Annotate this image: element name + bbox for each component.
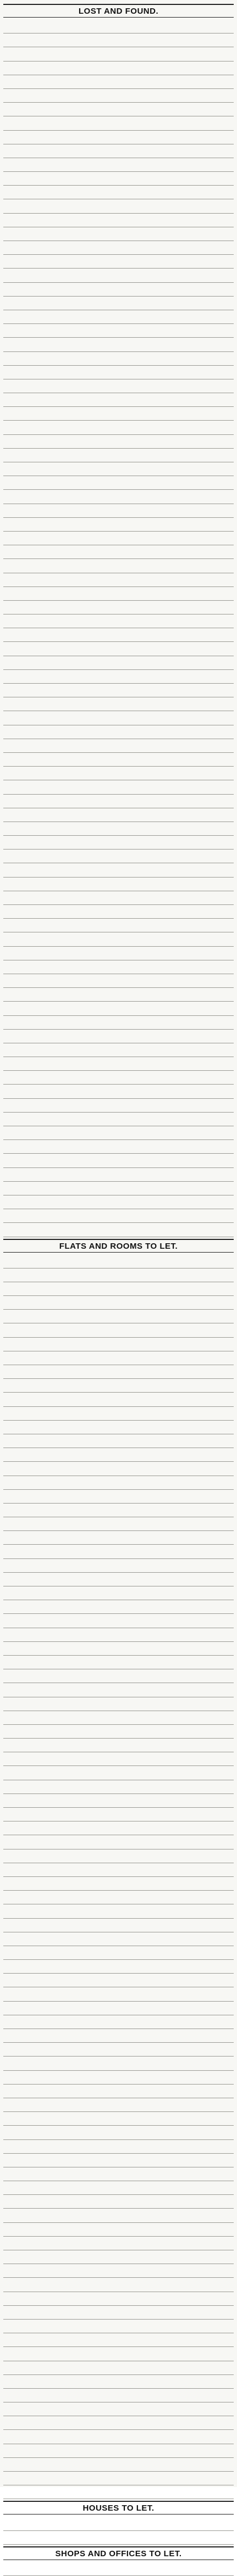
classified-ad	[3, 836, 234, 850]
section-flats-and-rooms	[3, 1239, 234, 2500]
classified-ad	[3, 780, 234, 794]
classified-ad	[3, 1154, 234, 1167]
classified-ad	[3, 2029, 234, 2043]
classified-ad	[3, 1614, 234, 1628]
classified-ad	[3, 2389, 234, 2402]
classified-ad	[3, 656, 234, 670]
classified-ad	[3, 1490, 234, 1504]
classified-ad	[3, 808, 234, 822]
classified-ad	[3, 2562, 234, 2576]
classified-ad	[3, 628, 234, 642]
classified-ad	[3, 905, 234, 919]
classified-ad	[3, 186, 234, 199]
classified-ad	[3, 2485, 234, 2499]
classified-ad	[3, 227, 234, 241]
classified-ad	[3, 1642, 234, 1656]
classified-ad	[3, 2126, 234, 2139]
classified-ad	[3, 2167, 234, 2181]
classified-ad	[3, 545, 234, 559]
classified-ad	[3, 2333, 234, 2347]
classified-ad	[3, 532, 234, 545]
classified-ad	[3, 1255, 234, 1269]
classified-ad	[3, 587, 234, 601]
classified-ad	[3, 1296, 234, 1310]
classified-ad	[3, 2015, 234, 2029]
classified-ad	[3, 1365, 234, 1379]
classified-ad	[3, 725, 234, 739]
classified-ad	[3, 2223, 234, 2237]
section-houses-to-let	[3, 2501, 234, 2544]
classified-ad	[3, 559, 234, 573]
classified-ad	[3, 1559, 234, 1573]
classified-ad	[3, 1421, 234, 1434]
classified-ad	[3, 684, 234, 697]
classified-ad	[3, 158, 234, 172]
classified-ad	[3, 1030, 234, 1043]
classified-ad	[3, 601, 234, 614]
ad-list	[3, 2517, 234, 2544]
section-heading: FLATS AND ROOMS TO LET.	[3, 1239, 234, 1253]
classified-ad	[3, 850, 234, 863]
ad-list	[3, 2562, 234, 2576]
classified-ad	[3, 2306, 234, 2320]
classified-ad	[3, 2002, 234, 2015]
classified-ad	[3, 878, 234, 891]
classified-ad	[3, 324, 234, 338]
classified-ad	[3, 1113, 234, 1126]
classified-ad	[3, 1223, 234, 1237]
classified-ad	[3, 352, 234, 366]
classified-ad	[3, 1974, 234, 1987]
classified-ad	[3, 2209, 234, 2222]
classified-ad	[3, 338, 234, 351]
classified-ad	[3, 1099, 234, 1113]
classified-ad	[3, 504, 234, 518]
classified-ad	[3, 2517, 234, 2530]
classified-ad	[3, 1002, 234, 1015]
classified-ad	[3, 697, 234, 711]
classified-ad	[3, 1071, 234, 1085]
classified-ad	[3, 1780, 234, 1794]
classified-ad	[3, 1057, 234, 1071]
classified-ad	[3, 2472, 234, 2485]
ad-list	[3, 1255, 234, 2500]
section-heading: HOUSES TO LET.	[3, 2501, 234, 2514]
classified-ad	[3, 199, 234, 213]
classified-ad	[3, 2154, 234, 2167]
classified-ad	[3, 2416, 234, 2430]
classified-ad	[3, 1987, 234, 2001]
classified-ad	[3, 1043, 234, 1057]
classified-ad	[3, 642, 234, 656]
classified-ad	[3, 614, 234, 628]
section-lost-and-found	[3, 4, 234, 1237]
classified-ad	[3, 1739, 234, 1752]
classified-ad	[3, 795, 234, 808]
classified-ad	[3, 1269, 234, 1282]
classified-ad	[3, 1697, 234, 1711]
classified-ad	[3, 172, 234, 186]
classified-ad	[3, 891, 234, 905]
classified-ad	[3, 753, 234, 767]
classified-ad	[3, 670, 234, 684]
classified-ad	[3, 1586, 234, 1600]
classified-ad	[3, 1669, 234, 1683]
classified-ad	[3, 1182, 234, 1195]
classified-ad	[3, 822, 234, 836]
classified-ad	[3, 1168, 234, 1182]
classified-ad	[3, 1531, 234, 1545]
classified-ad	[3, 1407, 234, 1421]
classified-ad	[3, 2085, 234, 2098]
classified-ad	[3, 2057, 234, 2070]
classified-ad	[3, 20, 234, 33]
classified-ad	[3, 518, 234, 532]
classified-ad	[3, 1960, 234, 1974]
classified-ad	[3, 2264, 234, 2278]
classified-ad	[3, 1725, 234, 1739]
classified-ad	[3, 269, 234, 282]
classified-ad	[3, 2071, 234, 2085]
classified-ad	[3, 1752, 234, 1766]
classified-ad	[3, 407, 234, 421]
classified-ad	[3, 33, 234, 47]
classified-ad	[3, 2181, 234, 2195]
classified-ad	[3, 960, 234, 974]
classified-ad	[3, 2320, 234, 2333]
classified-ad	[3, 1338, 234, 1351]
classified-ad	[3, 310, 234, 324]
ad-list	[3, 20, 234, 1237]
classified-ad	[3, 1323, 234, 1337]
classified-ad	[3, 241, 234, 255]
classified-ad	[3, 2430, 234, 2444]
classified-ad	[3, 1195, 234, 1209]
classified-ad	[3, 1711, 234, 1725]
classified-ad	[3, 476, 234, 490]
classified-ad	[3, 1476, 234, 1490]
classified-ad	[3, 379, 234, 393]
section-heading: SHOPS AND OFFICES TO LET.	[3, 2546, 234, 2560]
classified-ad	[3, 573, 234, 587]
classified-ad	[3, 116, 234, 130]
classified-ad	[3, 75, 234, 89]
classified-ad	[3, 1140, 234, 1154]
classified-ad	[3, 1628, 234, 1642]
classified-ad	[3, 2458, 234, 2472]
classified-ad	[3, 1434, 234, 1448]
classified-ad	[3, 2250, 234, 2264]
classified-ad	[3, 1683, 234, 1697]
classified-ad	[3, 2531, 234, 2545]
classified-ad	[3, 947, 234, 960]
classified-ad	[3, 297, 234, 310]
classified-ad	[3, 1310, 234, 1323]
classified-ad	[3, 1919, 234, 1932]
classified-ad	[3, 103, 234, 116]
classified-ad	[3, 919, 234, 932]
classified-ad	[3, 366, 234, 379]
classified-ad	[3, 435, 234, 449]
classified-ad	[3, 62, 234, 75]
classified-ad	[3, 2278, 234, 2292]
classified-ad	[3, 1351, 234, 1365]
classified-ad	[3, 988, 234, 1002]
classified-ad	[3, 89, 234, 103]
classified-ad	[3, 1545, 234, 1558]
classified-ad	[3, 1849, 234, 1863]
classified-ad	[3, 2361, 234, 2375]
classified-ad	[3, 2098, 234, 2112]
classified-ad	[3, 283, 234, 297]
classified-ad	[3, 449, 234, 462]
classified-ad	[3, 144, 234, 158]
classified-ad	[3, 462, 234, 476]
classified-ad	[3, 2140, 234, 2154]
classified-ad	[3, 1932, 234, 1946]
classified-ad	[3, 47, 234, 61]
classified-ad	[3, 490, 234, 504]
classified-ad	[3, 1835, 234, 1849]
classified-ad	[3, 214, 234, 227]
classified-columns	[3, 4, 234, 2576]
classified-ad	[3, 1517, 234, 1531]
classified-ad	[3, 1126, 234, 1140]
classified-ad	[3, 974, 234, 988]
classified-ad	[3, 2112, 234, 2126]
classified-ad	[3, 711, 234, 725]
classified-ad	[3, 767, 234, 780]
classified-ad	[3, 255, 234, 269]
classified-ad	[3, 863, 234, 877]
classified-ad	[3, 1379, 234, 1393]
classified-ad	[3, 393, 234, 407]
classified-ad	[3, 2402, 234, 2416]
classified-ad	[3, 2375, 234, 2389]
classified-ad	[3, 932, 234, 946]
classified-ad	[3, 1085, 234, 1098]
classified-ad	[3, 1863, 234, 1877]
classified-ad	[3, 1504, 234, 1517]
classified-ad	[3, 2444, 234, 2458]
classified-ad	[3, 1462, 234, 1476]
classified-ad	[3, 2043, 234, 2057]
classified-ad	[3, 1600, 234, 1614]
classified-ad	[3, 1877, 234, 1891]
classified-ad	[3, 1904, 234, 1918]
classified-ad	[3, 2347, 234, 2361]
classified-ad	[3, 1448, 234, 1462]
classified-ad	[3, 1393, 234, 1406]
classified-ad	[3, 2292, 234, 2306]
classified-ad	[3, 1794, 234, 1808]
classified-ad	[3, 739, 234, 753]
classified-ad	[3, 1891, 234, 1904]
section-heading: LOST AND FOUND.	[3, 4, 234, 18]
classified-ad	[3, 2237, 234, 2250]
classified-ad	[3, 1946, 234, 1960]
classified-ad	[3, 1209, 234, 1223]
classified-ad	[3, 2195, 234, 2209]
classified-ad	[3, 1656, 234, 1669]
classified-ad	[3, 1766, 234, 1780]
classified-ad	[3, 1016, 234, 1030]
classified-ad	[3, 131, 234, 144]
classified-ad	[3, 421, 234, 434]
classified-ad	[3, 1573, 234, 1586]
classified-ad	[3, 1821, 234, 1835]
section-shops-and-offices	[3, 2546, 234, 2576]
classified-ad	[3, 1808, 234, 1821]
classified-ad	[3, 1282, 234, 1296]
